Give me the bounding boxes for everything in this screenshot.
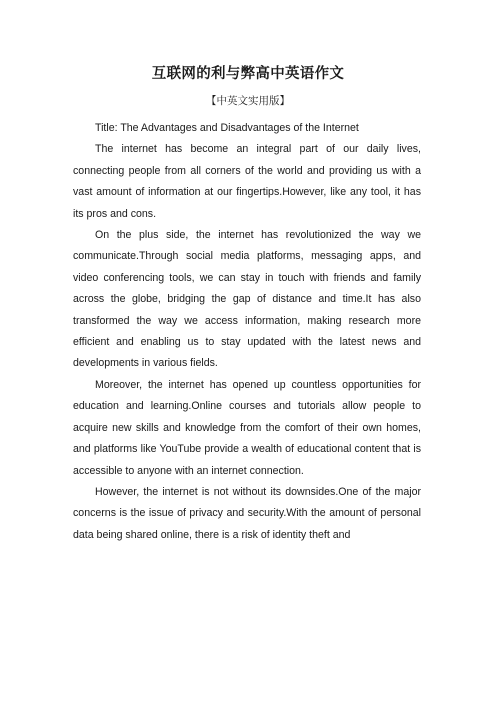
essay-title-line: Title: The Advantages and Disadvantages of the Internet [95, 122, 359, 134]
paragraph-education: Moreover, the internet has opened up countless opportunities for education and learning.Online courses and tutorials allow people to acquire new skills and knowledge from the comfort of their own homes, and platforms like YouTube provide a wealth of educational content that is accessible to anyone with an internet connection. [73, 378, 421, 477]
document-body [73, 118, 421, 546]
paragraph-communication: On the plus side, the internet has revolutionized the way we communicate.Through social media platforms, messaging apps, and video conferencing tools, we can stay in touch with friends and family across the globe, bridging the gap of distance and time.It has also transformed the way we access information, making research more efficient and enabling us to stay updated with the latest news and developments in various fields. [73, 229, 421, 370]
document-subtitle: 【中英文实用版】 [206, 95, 290, 107]
paragraph-intro: The internet has become an integral part of our daily lives, connecting people from all corners of the world and providing us with a vast amount of information at our fingertips.However, like any tool, it has its pros and cons. [73, 143, 421, 220]
paragraph-downsides: However, the internet is not without its downsides.One of the major concerns is the issue of privacy and security.With the amount of personal data being shared online, there is a risk of identity theft and [73, 485, 421, 541]
document-title: 互联网的利与弊高中英语作文 [151, 66, 345, 82]
